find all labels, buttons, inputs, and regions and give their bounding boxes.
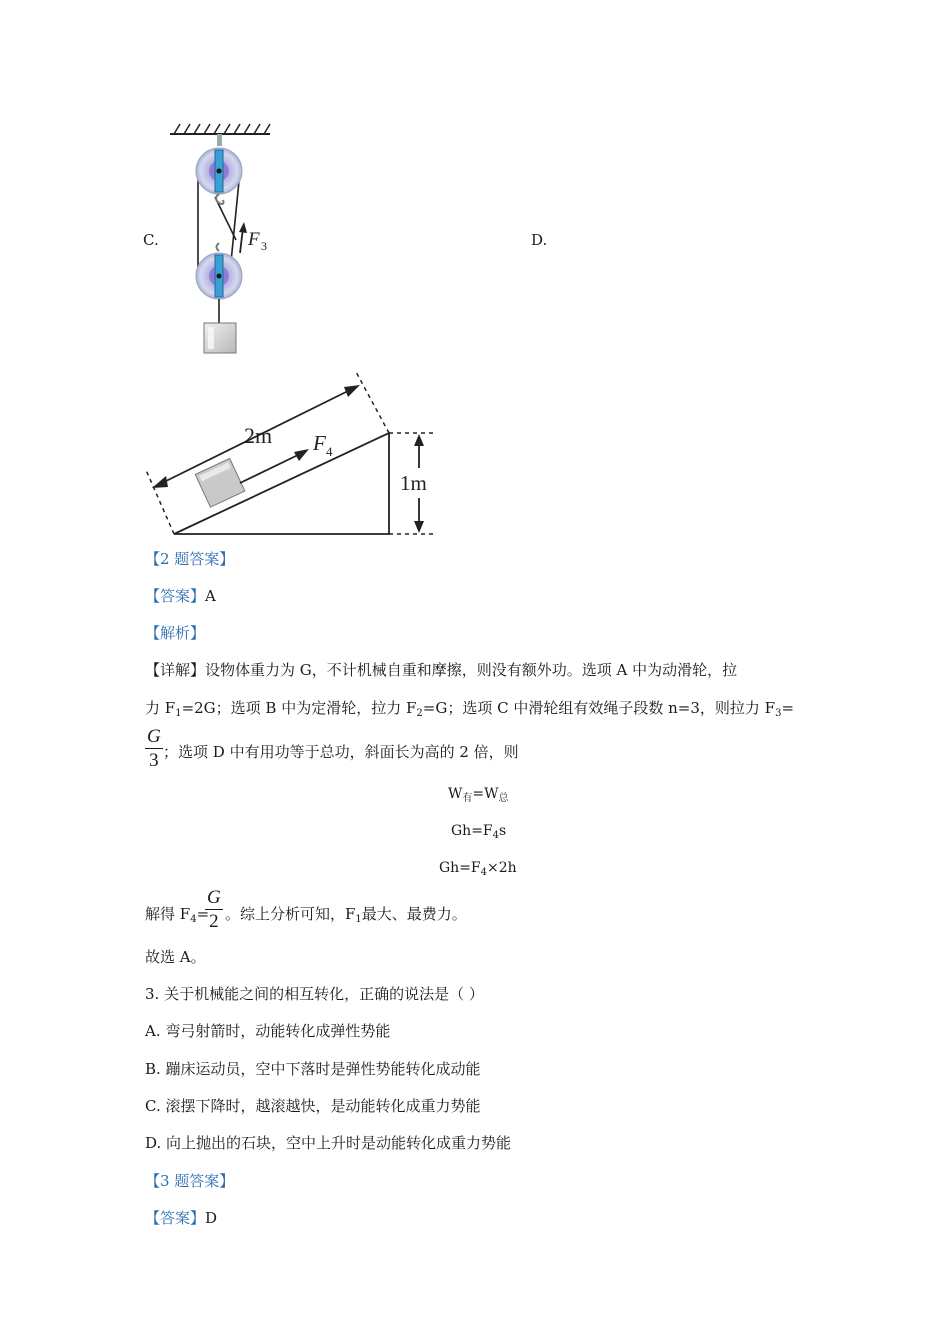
detail-label: 【详解】 xyxy=(145,661,206,679)
force-f4-label: F xyxy=(313,431,326,455)
q2-header: 【2 题答案】 xyxy=(145,550,235,568)
fraction-g-over-2: $\frac{G}{2}$ xyxy=(207,887,221,932)
movable-pulley xyxy=(196,243,242,299)
answer-value: A xyxy=(205,587,216,605)
q3-option-c: C. 滚摆下降时，越滚越快，是动能转化成重力势能 xyxy=(145,1097,481,1115)
height-label: 1m xyxy=(400,471,427,495)
force-f4-arrow xyxy=(240,449,309,483)
option-d-label: D. xyxy=(531,231,548,249)
q3-option-a: A. 弯弓射箭时，动能转化成弹性势能 xyxy=(145,1022,391,1040)
q3-option-d: D. 向上抛出的石块，空中上升时是动能转化成重力势能 xyxy=(145,1134,512,1152)
q3-stem: 3. 关于机械能之间的相互转化，正确的说法是（ ） xyxy=(145,985,484,1003)
q2-solve-end: 。综上分析可知，$F_1$最大、最费力。 xyxy=(225,905,467,925)
slope-length-label: 2m xyxy=(244,423,273,448)
q3-answer-value: D xyxy=(205,1209,218,1227)
ceiling-hatch xyxy=(170,124,270,134)
q2-solve-start: 解得 $F_4=$ xyxy=(145,905,210,925)
equation-gh-f4s: $Gh=F_4s$ xyxy=(451,823,507,841)
fraction-g-over-3: $\frac{G}{3}$ xyxy=(147,726,161,771)
q2-answer xyxy=(145,585,216,606)
equation-work: $W_有=W_总$ xyxy=(448,786,509,804)
pulley-system-figure xyxy=(160,112,290,362)
q2-detail-line3: ；选项 D 中有用功等于总功，斜面长为高的 2 倍，则 xyxy=(163,743,519,761)
force-f4-sub: 4 xyxy=(326,444,333,459)
incline-block xyxy=(195,458,245,507)
force-f3-sub: 3 xyxy=(261,239,267,253)
option-c-label: C. xyxy=(143,231,159,249)
q2-analysis-label: 【解析】 xyxy=(145,624,206,642)
force-f3-arrow xyxy=(239,222,247,253)
incline-figure xyxy=(140,368,440,540)
force-f3-label: F xyxy=(248,229,260,250)
q3-option-b: B. 蹦床运动员，空中下落时是弹性势能转化成动能 xyxy=(145,1060,481,1078)
q2-conclusion: 故选 A。 xyxy=(145,948,206,966)
q3-answer xyxy=(145,1207,217,1228)
q2-detail-line1: 【详解】设物体重力为 G，不计机械自重和摩擦，则没有额外功。选项 A 中为动滑轮，拉 xyxy=(145,661,738,679)
fixed-pulley xyxy=(196,148,242,204)
q3-answer-label: 【答案】 xyxy=(145,1209,206,1227)
q2-detail-line2: 力 $F_1=2G$；选项 B 中为定滑轮，拉力 $F_2=G$；选项 C 中滑轮组有效绳子段数 n=3，则拉力 $F_3=$ xyxy=(145,699,795,719)
equation-gh-f4-2h: $Gh=F_4\times 2h$ xyxy=(439,860,517,878)
answer-label: 【答案】 xyxy=(145,587,206,605)
q3-header: 【3 题答案】 xyxy=(145,1172,235,1190)
